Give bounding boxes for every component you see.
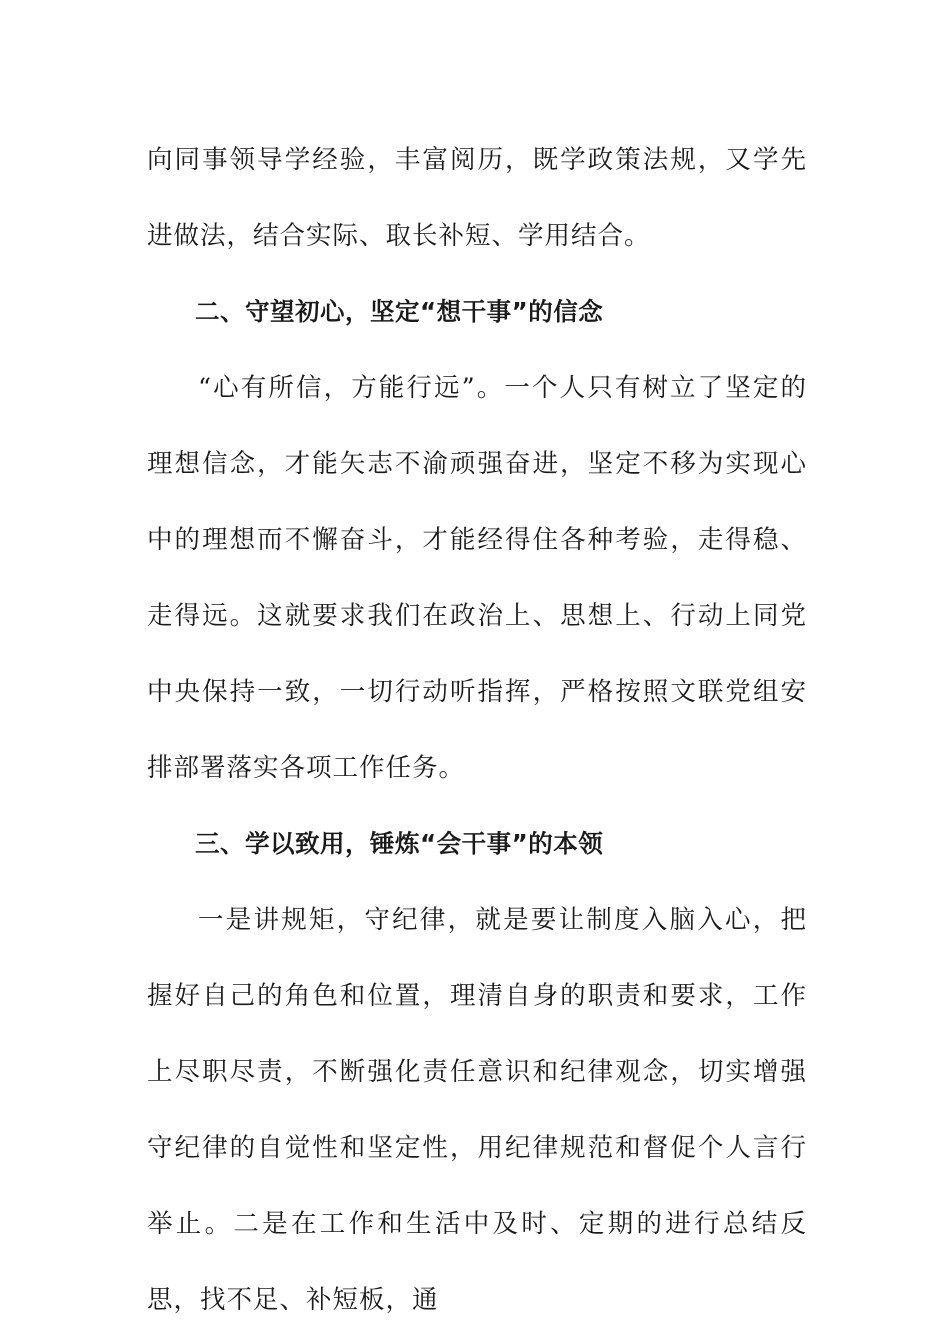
document-body xyxy=(147,122,807,1338)
section-heading-3: 三、学以致用，锤炼“会干事”的本领 xyxy=(195,829,604,858)
paragraph-discipline: 一是讲规矩，守纪律，就是要让制度入脑入心，把握好自己的角色和位置，理清自身的职责和要求，工作上尽职尽责，不断强化责任意识和纪律观念，切实增强守纪律的自觉性和坚定性，用纪律规范和督促个人言行举止。二是在工作和生活中及时、定期的进行总结反思，找不足、补短板，通 xyxy=(147,905,807,1315)
paragraph-continuation: 向同事领导学经验，丰富阅历，既学政策法规，又学先进做法，结合实际、取长补短、学用结合。 xyxy=(147,145,807,251)
section-heading-2: 二、守望初心，坚定“想干事”的信念 xyxy=(195,297,604,326)
paragraph-belief: “心有所信，方能行远”。一个人只有树立了坚定的理想信念，才能矢志不渝顽强奋进，坚定不移为实现心中的理想而不懈奋斗，才能经得住各种考验，走得稳、走得远。这就要求我们在政治上、思想上、行动上同党中央保持一致，一切行动听指挥，严格按照文联党组安排部署落实各项工作任务。 xyxy=(147,373,807,783)
